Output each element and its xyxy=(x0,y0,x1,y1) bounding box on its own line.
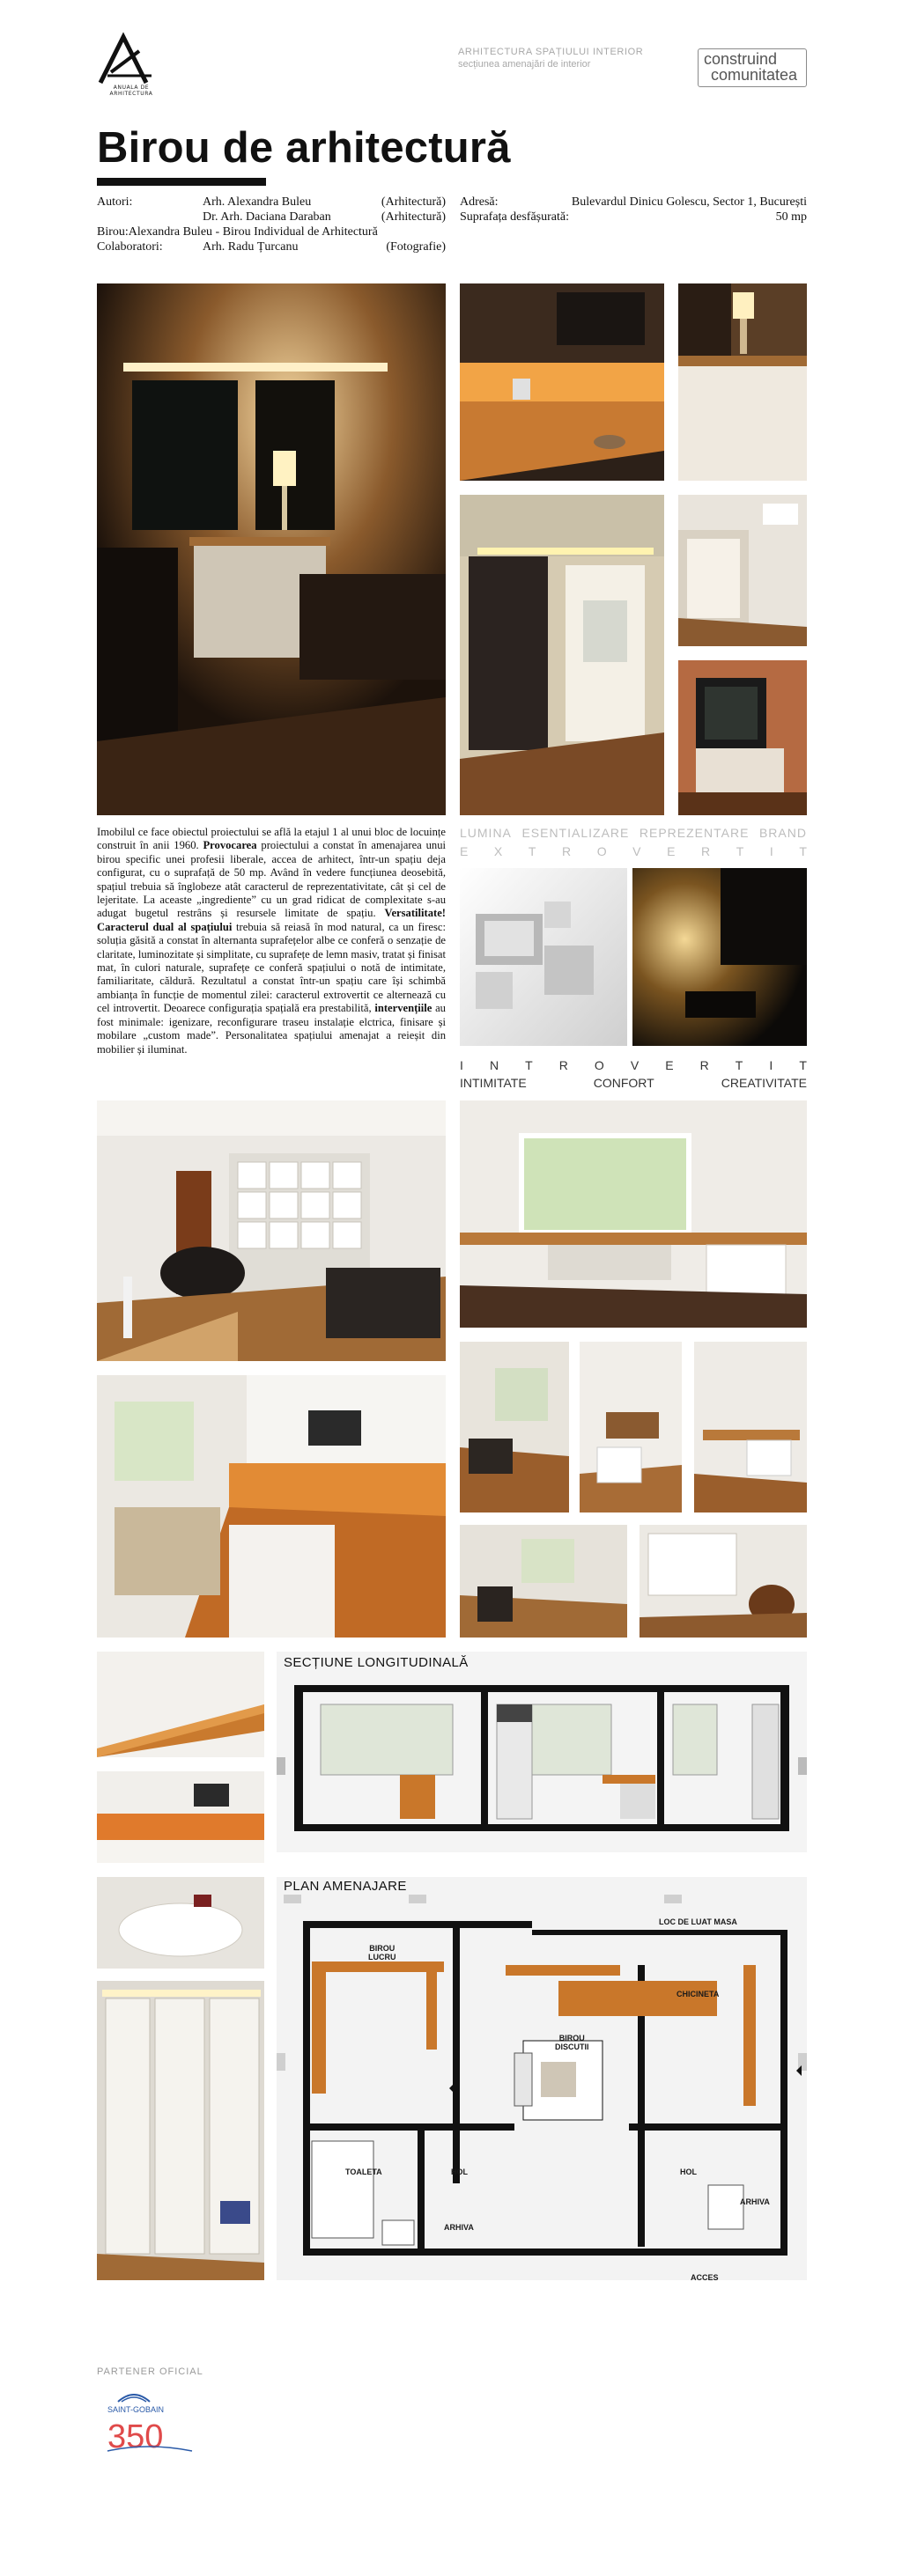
site-info-block xyxy=(460,195,807,224)
concepts-extrovert xyxy=(460,826,807,858)
letter: X xyxy=(493,844,503,858)
credit-role: (Arhitectură) xyxy=(381,210,446,224)
room-label-hol-2: HOL xyxy=(680,2168,697,2176)
letter: T xyxy=(735,1058,743,1072)
credit-role: (Fotografie) xyxy=(386,240,446,254)
desc-part: Imobilul ce face obiectul proiectului se află la etajul 1 al unui bloc de locuințe construit în anii 1960. xyxy=(97,826,446,852)
letter: R xyxy=(699,1058,709,1072)
section-series xyxy=(458,46,643,70)
room-label-loc-masa: LOC DE LUAT MASA xyxy=(659,1917,737,1926)
desc-part: trebuia să reiasă în mod natural, ca un firesc: soluția găsită a constat în alternanta suprafețelor albe ce conferă o senzație de claritate, luminozitate și simplitate, cu suprafețe de lemn masiv, tratat și finisat mat, în culori naturale, suprafețe ce conferă spațiului o notă de intimitate, familiaritate, căldură. Rezultatul a constat într-un spațiu care își schimbă ambianța în funcție de momentul zilei: caracterul extrovertit ce alternează cu cel introvertit. Deoarece configurația spațială era prestabilită, xyxy=(97,920,446,1015)
letter: I xyxy=(769,1058,773,1072)
photo-ceiling-shelves xyxy=(678,495,807,646)
credit-value: Arh. Alexandra Buleu xyxy=(203,195,312,209)
longitudinal-section-drawing xyxy=(277,1652,807,1852)
address-label: Adresă: xyxy=(460,195,499,209)
desc-part: proiectului a constat în amenajarea unui birou specific unei profesii liberale, accea de arhitect, într-un spațiu deja configurat, cu o suprafață de 50 mp. Având în vedere funcțiunea deosebită, spațiul trebuia să înglobeze atât caracterul de reprezentativitate, cât și cel de lejeritate. La aceaste „ingrediente” cu un grad ridicat de complexitate s-au adugat bugetul restrâns și resursele limitate de spațiu. xyxy=(97,839,446,920)
area-value: 50 mp xyxy=(775,210,807,224)
room-label-line: LUCRU xyxy=(368,1953,396,1961)
room-label-birou-discutii xyxy=(555,2034,589,2051)
letter: O xyxy=(594,1058,604,1072)
extrovertit-spaced xyxy=(460,844,807,858)
floor-plan-drawing xyxy=(277,1877,807,2280)
credit-role: (Arhitectură) xyxy=(381,195,446,209)
credit-row xyxy=(97,195,446,210)
room-label-acces: ACCES xyxy=(691,2273,719,2282)
concept-diagram-dark xyxy=(632,868,807,1046)
photo-lamp-cabinet xyxy=(678,283,807,481)
concept-word: CREATIVITATE xyxy=(721,1076,807,1090)
photo-small-2 xyxy=(580,1342,682,1512)
letter: R xyxy=(558,1058,568,1072)
credits-block xyxy=(97,195,446,254)
letter: I xyxy=(769,844,773,858)
credit-value: Alexandra Buleu - Birou Individual de Arhitectură xyxy=(128,225,378,239)
saint-gobain-350-logo-icon xyxy=(95,2386,201,2465)
letter: V xyxy=(630,1058,640,1072)
photo-kitchen-counter xyxy=(460,283,664,481)
credit-value: Arh. Radu Țurcanu xyxy=(203,240,299,254)
address-value: Bulevardul Dinicu Golescu, Sector 1, București xyxy=(571,195,807,209)
photo-kitchenette xyxy=(97,1375,446,1638)
credit-key: Colaboratori: xyxy=(97,240,163,254)
introvertit-spaced xyxy=(460,1058,807,1072)
room-label-line: DISCUTII xyxy=(555,2042,589,2051)
concept-words-bottom xyxy=(460,1076,807,1090)
letter: T xyxy=(528,844,536,858)
concept-word: INTIMITATE xyxy=(460,1076,527,1090)
credit-value: Dr. Arh. Daciana Daraban xyxy=(203,210,331,224)
letter: E xyxy=(667,844,676,858)
area-row xyxy=(460,210,807,224)
letter: I xyxy=(460,1058,463,1072)
letter: V xyxy=(632,844,641,858)
photo-small-4 xyxy=(460,1525,627,1638)
concept-word: BRAND xyxy=(758,826,807,840)
photo-corridor xyxy=(460,495,664,815)
letter: R xyxy=(701,844,711,858)
credit-key: Autori: xyxy=(97,195,133,209)
photo-detail-counter xyxy=(97,1652,264,1757)
photo-detail-backsplash xyxy=(97,1771,264,1863)
concept-word: REPREZENTARE xyxy=(639,826,750,840)
room-label-hol-1: HOL xyxy=(451,2168,468,2176)
logo-caption: ANUALA DE ARHITECTURA xyxy=(109,85,153,97)
room-label-chicineta: CHICINETA xyxy=(676,1990,720,1998)
desc-highlight: Versatilitate! Caracterul dual al spațiului xyxy=(97,907,446,933)
page-title: Birou de arhitectură xyxy=(97,124,511,172)
photo-night-office xyxy=(97,283,446,815)
desc-part: au fost minimale: igenizare, reconfigurare traseu instalație elctrica, finisare și mobilare „custom made”. Personalitatea spațiului amenajat a reieșit din mobilier și iluminat. xyxy=(97,1002,446,1056)
concept-word: ESENTIALIZARE xyxy=(521,826,630,840)
room-label-toaleta: TOALETA xyxy=(345,2168,382,2176)
credit-key xyxy=(97,210,203,224)
room-label-line: BIROU xyxy=(558,2034,585,2042)
series-title: ARHITECTURA SPAȚIULUI INTERIOR xyxy=(458,47,644,57)
credit-row xyxy=(97,239,446,254)
concept-diagram-light xyxy=(460,868,627,1046)
concepts-introvert xyxy=(460,1058,807,1090)
letter: T xyxy=(525,1058,533,1072)
construind-comunitatea-logo xyxy=(698,48,807,87)
photo-desk-window xyxy=(460,1100,807,1328)
address-row xyxy=(460,195,807,210)
room-label-birou-lucru xyxy=(368,1944,396,1961)
cc-logo-line2: comunitatea xyxy=(711,66,798,84)
plan-title: PLAN AMENAJARE xyxy=(284,1879,407,1894)
partner-label: PARTENER OFICIAL xyxy=(97,2366,203,2377)
photo-detail-shelving xyxy=(97,1981,264,2280)
letter: E xyxy=(460,844,469,858)
letter: T xyxy=(799,1058,807,1072)
credit-row xyxy=(97,210,446,224)
section-title: SECȚIUNE LONGITUDINALĂ xyxy=(284,1655,469,1670)
title-underline xyxy=(97,178,266,186)
cc-logo-line1: construind xyxy=(704,50,778,68)
room-label-line: BIROU xyxy=(369,1944,396,1953)
photo-window-night xyxy=(678,660,807,815)
concept-words-top xyxy=(460,826,807,840)
concept-word: CONFORT xyxy=(593,1076,654,1090)
room-label-arhiva-2: ARHIVA xyxy=(740,2197,770,2206)
room-label-arhiva-1: ARHIVA xyxy=(444,2223,474,2232)
desc-highlight: intervențiile xyxy=(374,1002,433,1015)
photo-small-1 xyxy=(460,1342,569,1512)
photo-small-3 xyxy=(694,1342,807,1512)
area-label: Suprafața desfășurată: xyxy=(460,210,569,224)
letter: O xyxy=(596,844,607,858)
project-description xyxy=(97,826,446,1056)
sponsor-name: SAINT-GOBAIN xyxy=(107,2405,165,2414)
letter: N xyxy=(489,1058,499,1072)
series-subtitle: secțiunea amenajări de interior xyxy=(458,59,591,70)
credit-key: Birou: xyxy=(97,225,129,239)
letter: E xyxy=(665,1058,674,1072)
desc-highlight: Provocarea xyxy=(203,839,257,852)
credit-row xyxy=(97,224,446,239)
letter: T xyxy=(799,844,807,858)
letter: T xyxy=(736,844,744,858)
photo-small-5 xyxy=(640,1525,807,1638)
photo-detail-table xyxy=(97,1877,264,1969)
photo-bookshelf-room xyxy=(97,1100,446,1361)
letter: R xyxy=(561,844,572,858)
sponsor-number: 350 xyxy=(107,2418,164,2455)
concept-word: LUMINA xyxy=(460,826,512,840)
